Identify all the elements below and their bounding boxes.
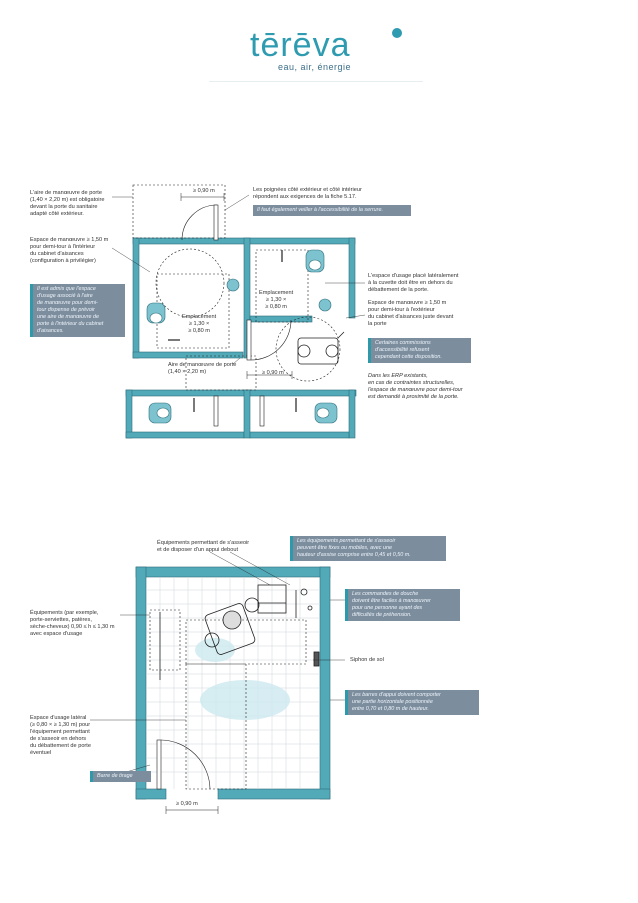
note-lock: Il faut également veiller à l'accessibilité de la serrure. (253, 205, 411, 216)
label-width-shower: ≥ 0,90 m (176, 801, 198, 807)
note-bars: Les barres d'appui doivent comporter une partie horizontale positionnée entre 0,70 et 0,80 m de hauteur. (345, 690, 479, 715)
shower-equipment (160, 585, 319, 680)
label-door-area-bottom: Aire de manœuvre de porte (1,40 × 2,20 m) (168, 362, 237, 375)
label-lateral: Espace d'usage latéral (≥ 0,80 × ≥ 1,30 m) pour l'équipement permettant de s'asseoir en dehors du débattement de porte éventuel (30, 715, 91, 756)
shower-leaders (90, 552, 345, 775)
note-seat: Les équipements permettant de s'asseoir peuvent être fixes ou mobiles, avec une hauteur d'assise comprise entre 0,45 et 0,50 m. (290, 536, 446, 561)
note-turn-space: Il est admis que l'espace d'usage associé à l'aire de manœuvre pour demi- tour dispense de prévoir une aire de manœuvre de porte à l'intérieur du cabinet d'aisances. (30, 284, 125, 337)
label-usage-space: L'espace d'usage placé latéralement à la cuvette doit être en dehors du débattement de la porte. (368, 273, 459, 293)
label-width-top: ≥ 0,90 m (193, 188, 215, 194)
label-seat-equipment: Équipements permettant de s'asseoir et de disposer d'un appui debout (157, 540, 250, 553)
label-handles: Les poignées côté extérieur et côté intérieur répondent aux exigences de la fiche 5.17. (253, 187, 362, 200)
label-equipment: Équipements (par exemple, porte-serviettes, patères, sèche-cheveux) 0,90 ≤ h ≤ 1,30 m avec espace d'usage (30, 610, 115, 637)
note-controls: Les commandes de douche doivent être faciles à manœuvrer pour une personne ayant des difficultés de préhension. (345, 589, 460, 621)
brand-name: tērēva (250, 26, 351, 64)
note-pull-bar: Barre de tirage (90, 771, 151, 782)
water-shading (195, 638, 290, 720)
label-turn-outside: Espace de manœuvre ≥ 1,50 m pour demi-tour à l'extérieur du cabinet d'aisances juste devant la porte (368, 300, 454, 327)
brand-tagline: eau, air, énergie (278, 62, 352, 72)
label-width-bottom: ≥ 0,90 m (262, 370, 284, 376)
label-turn-space: Espace de manœuvre ≥ 1,50 m pour demi-tour à l'intérieur du cabinet d'aisances (configuration à privilégier) (30, 237, 109, 264)
label-drain: Siphon de sol (350, 657, 384, 663)
note-erp: Certaines commissions d'accessibilité refusent cependant cette disposition. (368, 338, 471, 363)
label-emplacement-right: Emplacement ≥ 1,30 × ≥ 0,80 m (259, 290, 294, 310)
label-door-area: L'aire de manœuvre de porte (1,40 × 2,20 m) est obligatoire devant la porte du sanitaire adapté côté extérieur. (30, 190, 105, 217)
label-erp: Dans les ERP existants, en cas de contraintes structurelles, l'espace de manœuvre pour demi-tour est demandé à proximité de la porte. (368, 373, 463, 400)
label-emplacement-left: Emplacement ≥ 1,30 × ≥ 0,80 m (182, 314, 217, 334)
